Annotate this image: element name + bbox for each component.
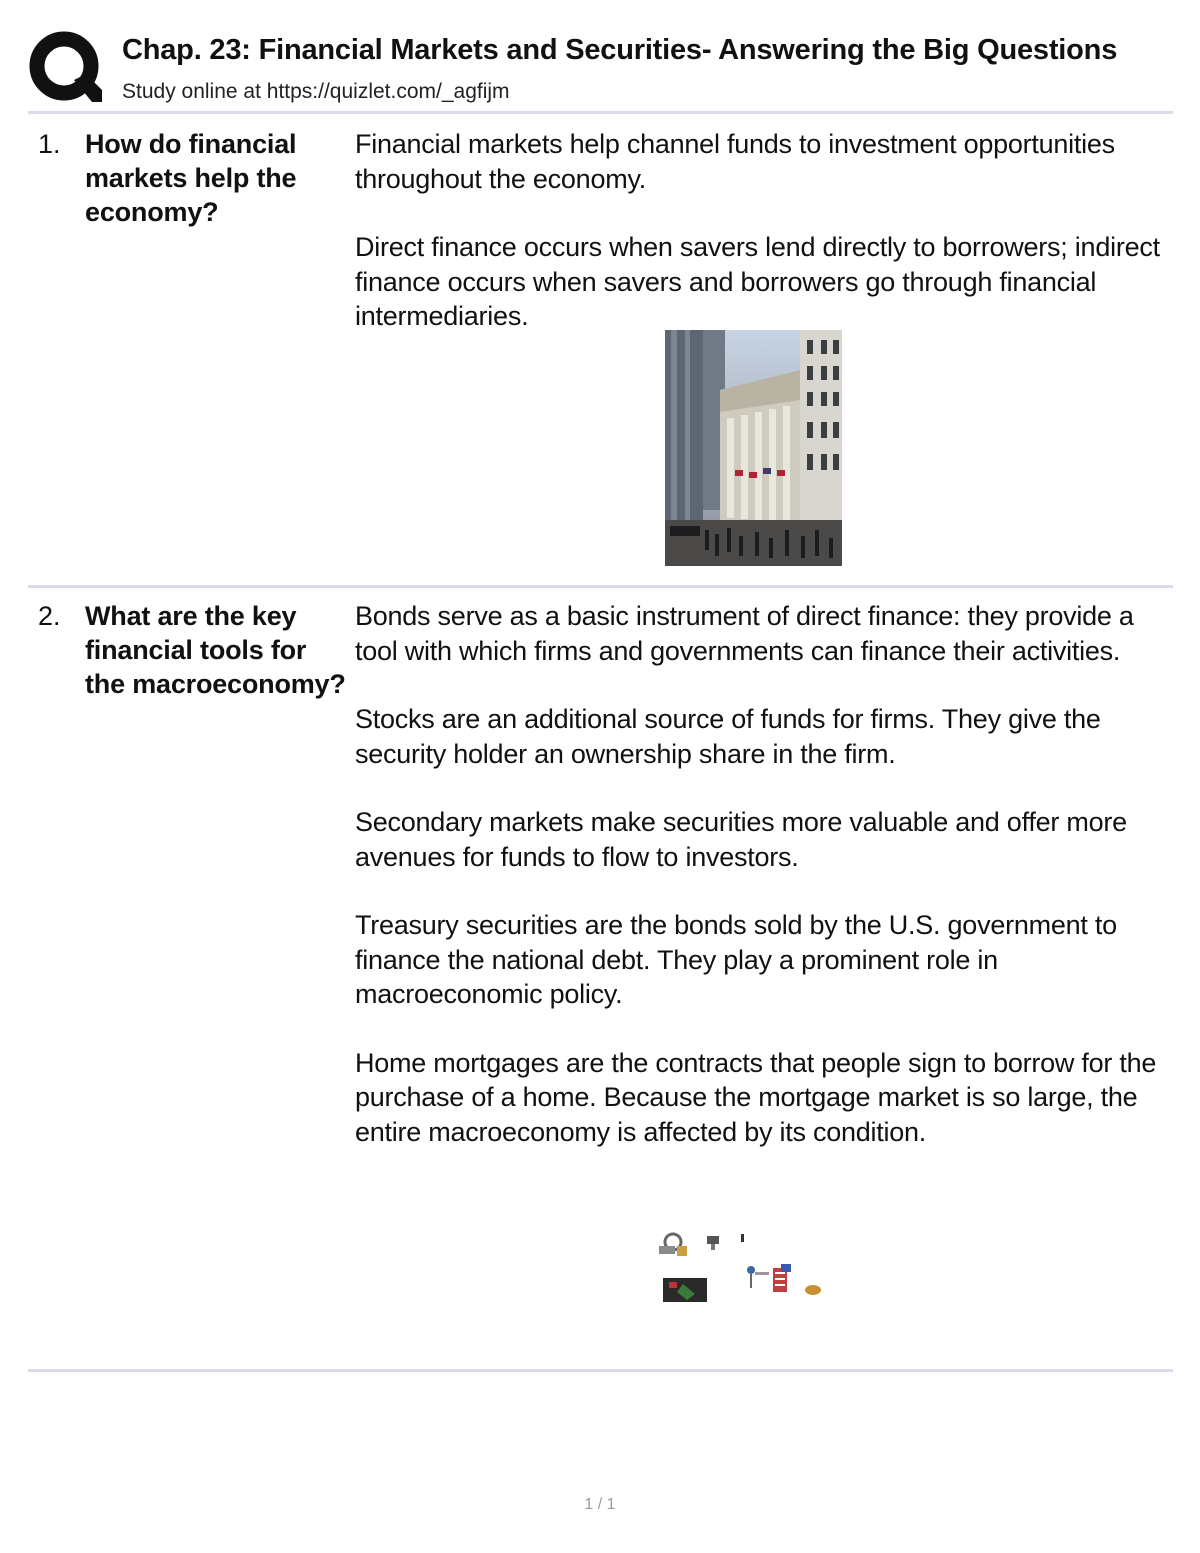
card-number: 2. <box>38 601 61 631</box>
quizlet-logo-icon <box>28 30 104 106</box>
pin-icon <box>707 1236 719 1250</box>
card-answer <box>355 599 1165 1183</box>
page-title: Chap. 23: Financial Markets and Securities- Answering the Big Questions <box>122 34 1118 66</box>
stock-exchange-photo <box>665 330 842 566</box>
bottom-divider <box>28 1369 1173 1372</box>
card-number: 1. <box>38 129 61 159</box>
study-link[interactable]: Study online at https://quizlet.com/_agfijm <box>122 80 510 103</box>
magnifier-icon <box>659 1234 687 1256</box>
answer-paragraph: Stocks are an additional source of funds for firms. They give the security holder an ownership share in the firm. <box>355 704 1101 769</box>
clipart-icons <box>655 1228 830 1308</box>
coin-icon <box>805 1285 821 1295</box>
answer-paragraph: Secondary markets make securities more valuable and offer more avenues for funds to flow to investors. <box>355 807 1127 872</box>
page-number: 1 / 1 <box>584 1496 616 1513</box>
tick-icon <box>741 1234 744 1242</box>
header-divider <box>28 111 1173 114</box>
answer-paragraph: Home mortgages are the contracts that people sign to borrow for the purchase of a home. Because the mortgage market is so large, the entire macroeconomy is affected by its condition. <box>355 1047 1157 1147</box>
answer-paragraph: Direct finance occurs when savers lend directly to borrowers; indirect finance occurs when savers and borrowers go through financial intermediaries. <box>355 232 1160 331</box>
answer-paragraph: Financial markets help channel funds to investment opportunities throughout the economy. <box>355 129 1115 194</box>
answer-paragraph: Treasury securities are the bonds sold by the U.S. government to finance the national debt. They play a prominent role in macroeconomic policy. <box>355 910 1117 1009</box>
answer-paragraph: Bonds serve as a basic instrument of direct finance: they provide a tool with which firms and governments can finance their activities. <box>355 601 1134 666</box>
house-icon <box>747 1264 791 1292</box>
card-divider <box>28 585 1173 588</box>
card-question: How do financial markets help the economy? <box>85 129 297 227</box>
card-question: What are the key financial tools for the macroeconomy? <box>85 601 346 699</box>
